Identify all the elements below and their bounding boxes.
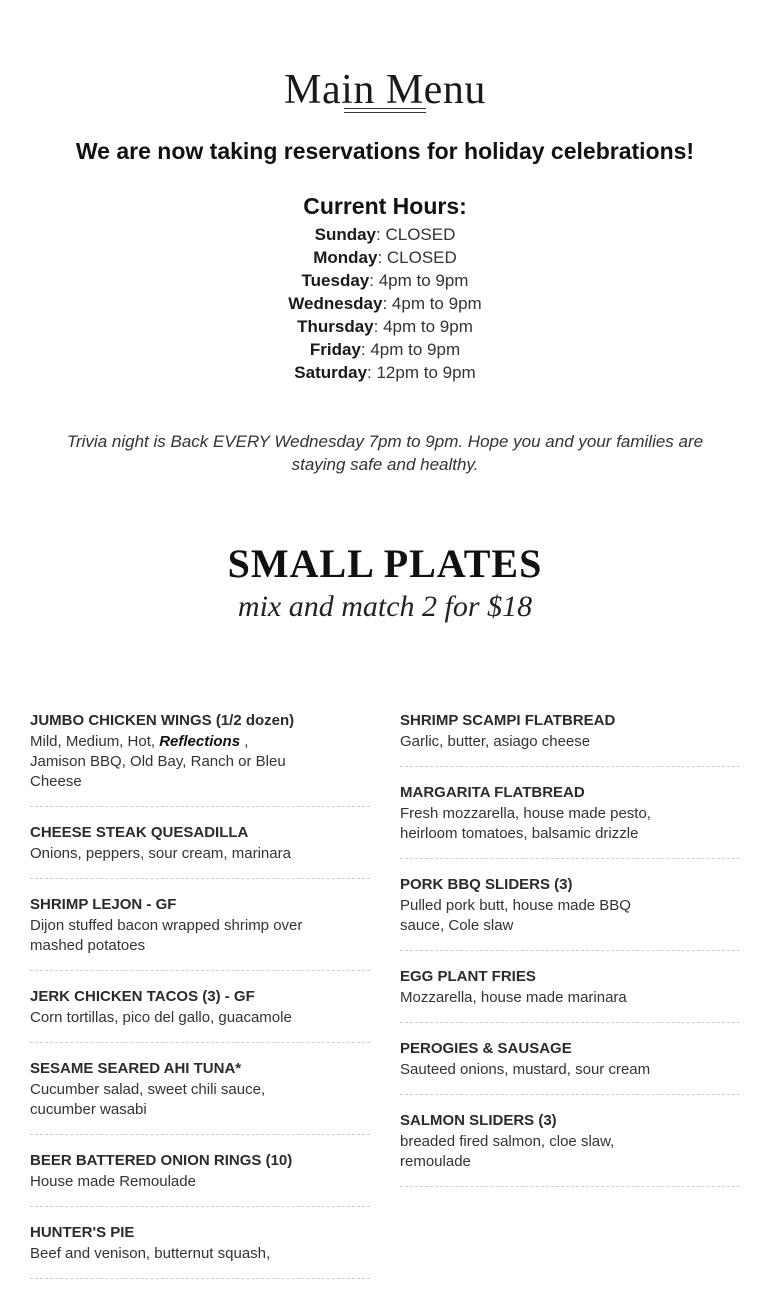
hours-row-sunday	[0, 223, 770, 246]
item-name: JUMBO CHICKEN WINGS (1/2 dozen)	[30, 712, 295, 729]
item-name: EGG PLANT FRIES	[400, 968, 536, 985]
day-hours: : CLOSED	[376, 225, 456, 244]
menu-item	[400, 966, 740, 1023]
item-description: Sauteed onions, mustard, sour cream	[400, 1061, 651, 1078]
hours-row-monday	[0, 246, 770, 269]
hours-heading: Current Hours:	[303, 193, 467, 219]
hours-row-friday	[0, 338, 770, 361]
menu-item	[400, 874, 740, 951]
item-description: Beef and venison, butternut squash,	[30, 1245, 271, 1262]
day-hours: : 4pm to 9pm	[369, 271, 469, 290]
day-hours: : 12pm to 9pm	[367, 363, 476, 382]
menu-item	[30, 1150, 370, 1207]
item-name: SHRIMP SCAMPI FLATBREAD	[400, 712, 616, 729]
item-description: breaded fired salmon, cloe slaw, remoulade	[400, 1133, 615, 1170]
menu-item	[30, 1222, 370, 1279]
menu-item	[400, 1038, 740, 1095]
item-description: Onions, peppers, sour cream, marinara	[30, 845, 291, 862]
menu-item	[400, 1110, 740, 1187]
menu-column-right	[400, 710, 740, 1202]
item-desc-part: , Jamison BBQ, Old Bay, Ranch or Bleu Cheese	[30, 733, 286, 790]
item-name: SHRIMP LEJON - GF	[30, 896, 177, 913]
hours-row-saturday	[0, 361, 770, 384]
section-subtitle: mix and match 2 for $18	[237, 590, 533, 623]
hours-row-wednesday	[0, 292, 770, 315]
item-description	[30, 732, 305, 792]
menu-item	[30, 1058, 370, 1135]
item-desc-part: Mild, Medium, Hot,	[30, 733, 160, 750]
item-name: MARGARITA FLATBREAD	[400, 784, 585, 801]
menu-item	[30, 822, 370, 879]
day-hours: : 4pm to 9pm	[382, 294, 482, 313]
day-label: Tuesday	[301, 271, 370, 290]
day-label: Sunday	[314, 225, 377, 244]
item-name: PEROGIES & SAUSAGE	[400, 1040, 572, 1057]
day-hours: : CLOSED	[377, 248, 457, 267]
reservation-announcement: We are now taking reservations for holiday celebrations!	[75, 138, 695, 164]
item-description: House made Remoulade	[30, 1173, 196, 1190]
item-name: BEER BATTERED ONION RINGS (10)	[30, 1152, 293, 1169]
menu-item	[30, 710, 370, 807]
item-name: CHEESE STEAK QUESADILLA	[30, 824, 249, 841]
day-hours: : 4pm to 9pm	[373, 317, 473, 336]
item-description: Fresh mozzarella, house made pesto, heirloom tomatoes, balsamic drizzle	[400, 805, 651, 842]
day-label: Wednesday	[288, 294, 383, 313]
hours-row-tuesday	[0, 269, 770, 292]
hours-list	[0, 223, 770, 384]
item-desc-emphasis: Reflections	[159, 733, 241, 750]
page-title: Main Menu	[284, 67, 486, 114]
menu-item	[400, 710, 740, 767]
item-description: Garlic, butter, asiago cheese	[400, 733, 591, 750]
item-name: HUNTER'S PIE	[30, 1224, 135, 1241]
trivia-notice: Trivia night is Back EVERY Wednesday 7pm to 9pm. Hope you and your families are staying safe and healthy.	[66, 432, 704, 474]
hours-row-thursday	[0, 315, 770, 338]
section-title: SMALL PLATES	[227, 541, 543, 586]
day-hours: : 4pm to 9pm	[360, 340, 461, 359]
item-name: PORK BBQ SLIDERS (3)	[400, 876, 573, 893]
item-name: JERK CHICKEN TACOS (3) - GF	[30, 988, 255, 1005]
item-description: Pulled pork butt, house made BBQ sauce, Cole slaw	[400, 897, 631, 934]
menu-item	[400, 782, 740, 859]
item-description: Corn tortillas, pico del gallo, guacamole	[30, 1009, 292, 1026]
day-label: Friday	[309, 340, 361, 359]
day-label: Saturday	[294, 363, 368, 382]
item-name: SESAME SEARED AHI TUNA*	[30, 1060, 242, 1077]
item-description: Cucumber salad, sweet chili sauce, cucumber wasabi	[30, 1081, 266, 1118]
item-description: Mozzarella, house made marinara	[400, 989, 627, 1006]
day-label: Monday	[313, 248, 378, 267]
title-divider	[344, 108, 426, 113]
menu-column-left	[30, 710, 370, 1294]
menu-item	[30, 986, 370, 1043]
day-label: Thursday	[297, 317, 374, 336]
menu-item	[30, 894, 370, 971]
item-name: SALMON SLIDERS (3)	[400, 1112, 557, 1129]
item-description: Dijon stuffed bacon wrapped shrimp over mashed potatoes	[30, 917, 303, 954]
